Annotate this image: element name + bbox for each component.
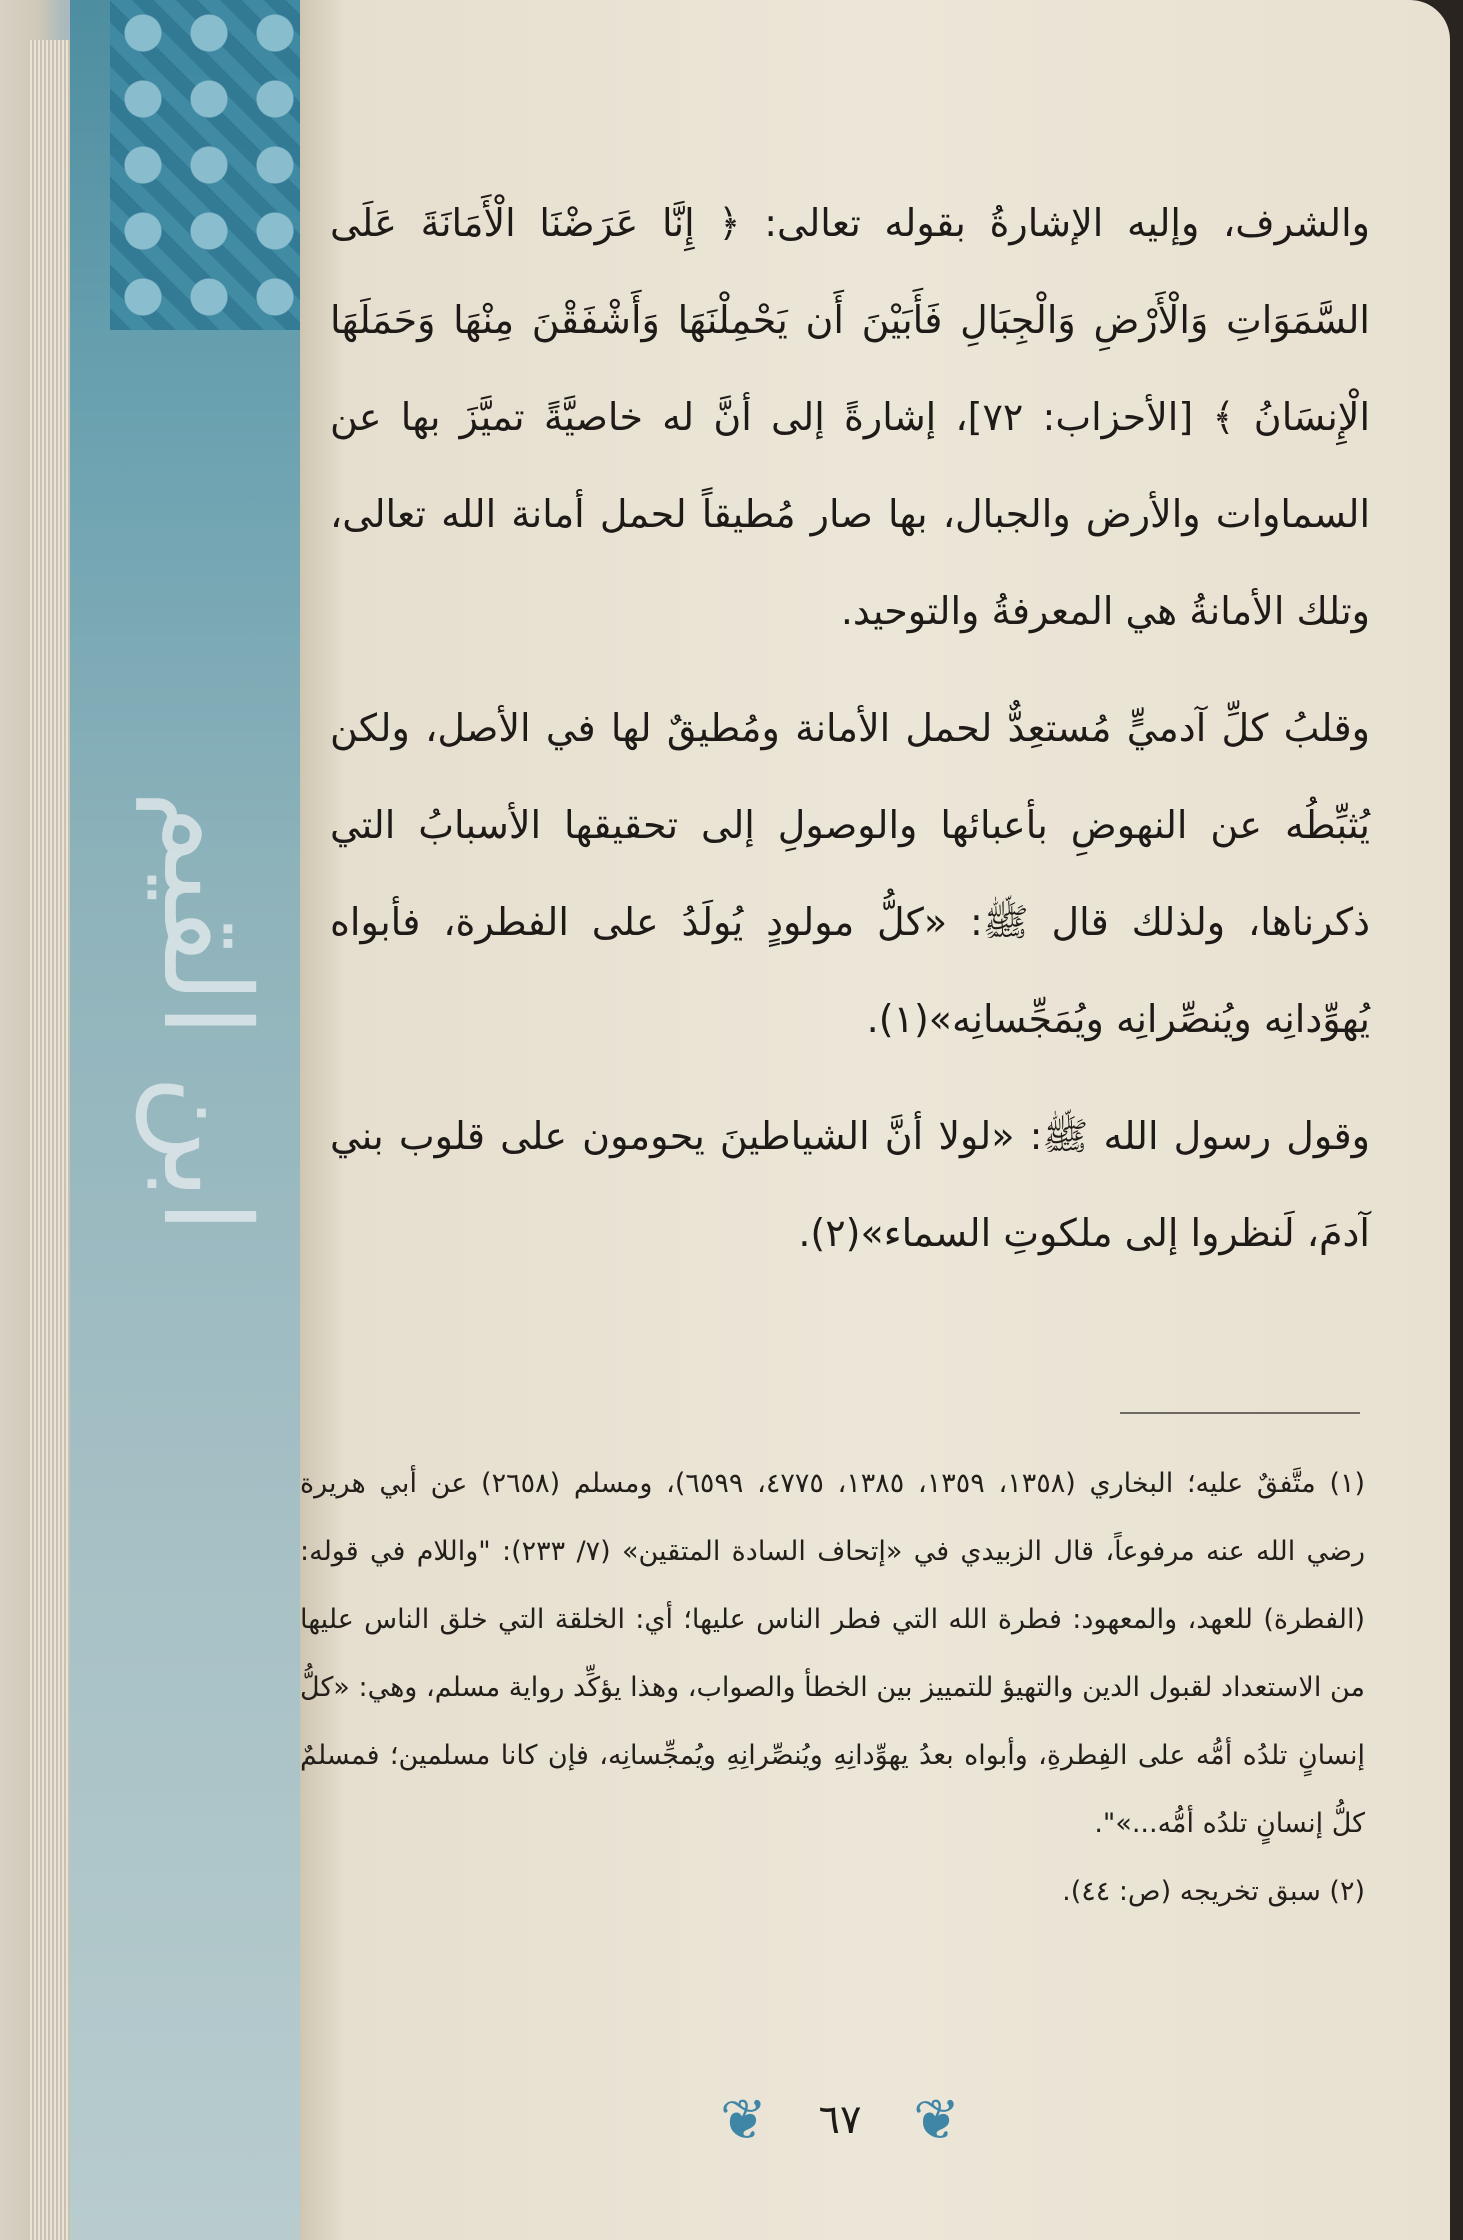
- left-ornament-icon: ❦: [720, 2087, 767, 2153]
- page-number: ٦٧: [818, 2097, 862, 2143]
- geometric-pattern: [110, 0, 310, 330]
- main-text: [330, 175, 1370, 1282]
- cover-calligraphy: ابن القيم: [136, 790, 275, 1233]
- paragraph-2: وقلبُ كلِّ آدميٍّ مُستعِدٌّ لحمل الأمانة ومُطيقٌ لها في الأصل، ولكن يُثبِّطُه عن النهوضِ بأعبائها والوصولِ إلى تحقيقها الأسبابُ التي ذكرناها، ولذلك قال ﷺ: «كلُّ مولودٍ يُولَدُ على الفطرة، فأبواه يُهوِّدانِه ويُنصِّرانِه ويُمَجِّسانِه»(١).: [330, 706, 1370, 1041]
- footnote-1: (١) متَّفقٌ عليه؛ البخاري (١٣٥٨، ١٣٥٩، ١٣٨٥، ٤٧٧٥، ٦٥٩٩)، ومسلم (٢٦٥٨) عن أبي هريرة رضي الله عنه مرفوعاً، قال الزبيدي في «إتحاف السادة المتقين» (٧/ ٢٣٣): "واللام في قوله: (الفطرة) للعهد، والمعهود: فطرة الله التي فطر الناس عليها؛ أي: الخلقة التي خلق الناس عليها من الاستعداد لقبول الدين والتهيؤ للتمييز بين الخطأ والصواب، وهذا يؤكِّد رواية مسلم، وهي: «كلُّ إنسانٍ تلدُه أمُّه على الفِطرةِ، وأبواه بعدُ يهوِّدانِهِ ويُنصِّرانِهِ ويُمجِّسانِه، فإن كانا مسلمين؛ فمسلمٌ كلُّ إنسانٍ تلدُه أمُّه...»".: [300, 1468, 1366, 1839]
- footnotes: [300, 1450, 1365, 1926]
- book-spine-area: [0, 0, 320, 2240]
- footnote-2: (٢) سبق تخريجه (ص: ٤٤).: [1062, 1876, 1365, 1907]
- page-folio: [720, 2085, 960, 2155]
- paragraph-1: والشرف، وإليه الإشارةُ بقوله تعالى: ﴿ إِنَّا عَرَضْنَا الْأَمَانَةَ عَلَى السَّمَوَاتِ وَالْأَرْضِ وَالْجِبَالِ فَأَبَيْنَ أَن يَحْمِلْنَهَا وَأَشْفَقْنَ مِنْهَا وَحَمَلَهَا الْإِنسَانُ ﴾ [الأحزاب: ٧٢]، إشارةً إلى أنَّ له خاصيَّةً تميَّزَ بها عن السماوات والأرض والجبال، بها صار مُطيقاً لحمل أمانة الله تعالى، وتلك الأمانةُ هي المعرفةُ والتوحيد.: [330, 201, 1370, 633]
- right-ornament-icon: ❦: [913, 2087, 960, 2153]
- footnote-separator: [1120, 1412, 1360, 1414]
- paragraph-3: وقول رسول الله ﷺ: «لولا أنَّ الشياطينَ يحومون على قلوب بني آدمَ، لَنظروا إلى ملكوتِ السماء»(٢).: [330, 1114, 1370, 1255]
- page-edges: [30, 40, 70, 2240]
